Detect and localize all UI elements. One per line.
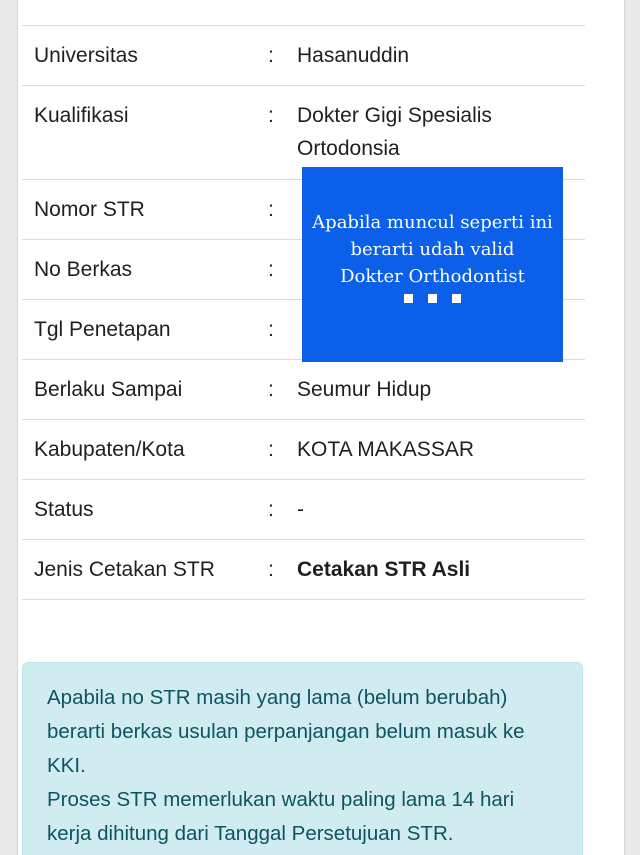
row-colon: : (268, 104, 274, 127)
info-alert-paragraph-2: Proses STR memerlukan waktu paling lama 14 hari kerja dihitung dari Tanggal Persetujuan STR. (47, 788, 515, 845)
row-label: No Berkas (34, 258, 133, 281)
row-value: KOTA MAKASSAR (297, 438, 474, 461)
row-value: Dokter Gigi Spesialis Ortodonsia (297, 104, 492, 160)
info-alert (22, 662, 583, 855)
annotation-overlay (302, 167, 563, 362)
row-label: Status (34, 498, 94, 521)
row-value: - (297, 498, 304, 521)
table-row-jenis-cetakan-str (22, 540, 585, 600)
overlay-line-2: berarti udah valid (350, 239, 515, 260)
row-label: Tgl Penetapan (34, 318, 171, 341)
ellipsis-icon (302, 294, 563, 303)
row-colon: : (268, 558, 274, 581)
dot (452, 294, 461, 303)
dot (404, 294, 413, 303)
row-value: Hasanuddin (297, 44, 410, 67)
row-label: Berlaku Sampai (34, 378, 183, 401)
row-label: Kualifikasi (34, 104, 129, 127)
row-colon: : (268, 198, 274, 221)
overlay-line-1: Apabila muncul seperti ini (312, 212, 553, 233)
overlay-line-3: Dokter Orthodontist (340, 266, 525, 287)
info-alert-paragraph-1: Apabila no STR masih yang lama (belum berubah) berarti berkas usulan perpanjangan belum masuk ke KKI. (47, 686, 525, 777)
dot (428, 294, 437, 303)
row-label: Jenis Cetakan STR (34, 558, 215, 581)
row-colon: : (268, 44, 274, 67)
table-row-kabupaten-kota (22, 420, 585, 480)
row-colon: : (268, 318, 274, 341)
table-row-kualifikasi (22, 86, 585, 180)
row-colon: : (268, 498, 274, 521)
row-label: Universitas (34, 44, 138, 67)
table-row-universitas (22, 26, 585, 86)
table-row-status (22, 480, 585, 540)
row-label: Kabupaten/Kota (34, 438, 185, 461)
row-value: Seumur Hidup (297, 378, 432, 401)
row-value: Cetakan STR Asli (297, 558, 471, 581)
row-colon: : (268, 258, 274, 281)
row-label: Nomor STR (34, 198, 145, 221)
table-row-berlaku-sampai (22, 360, 585, 420)
row-colon: : (268, 438, 274, 461)
row-colon: : (268, 378, 274, 401)
